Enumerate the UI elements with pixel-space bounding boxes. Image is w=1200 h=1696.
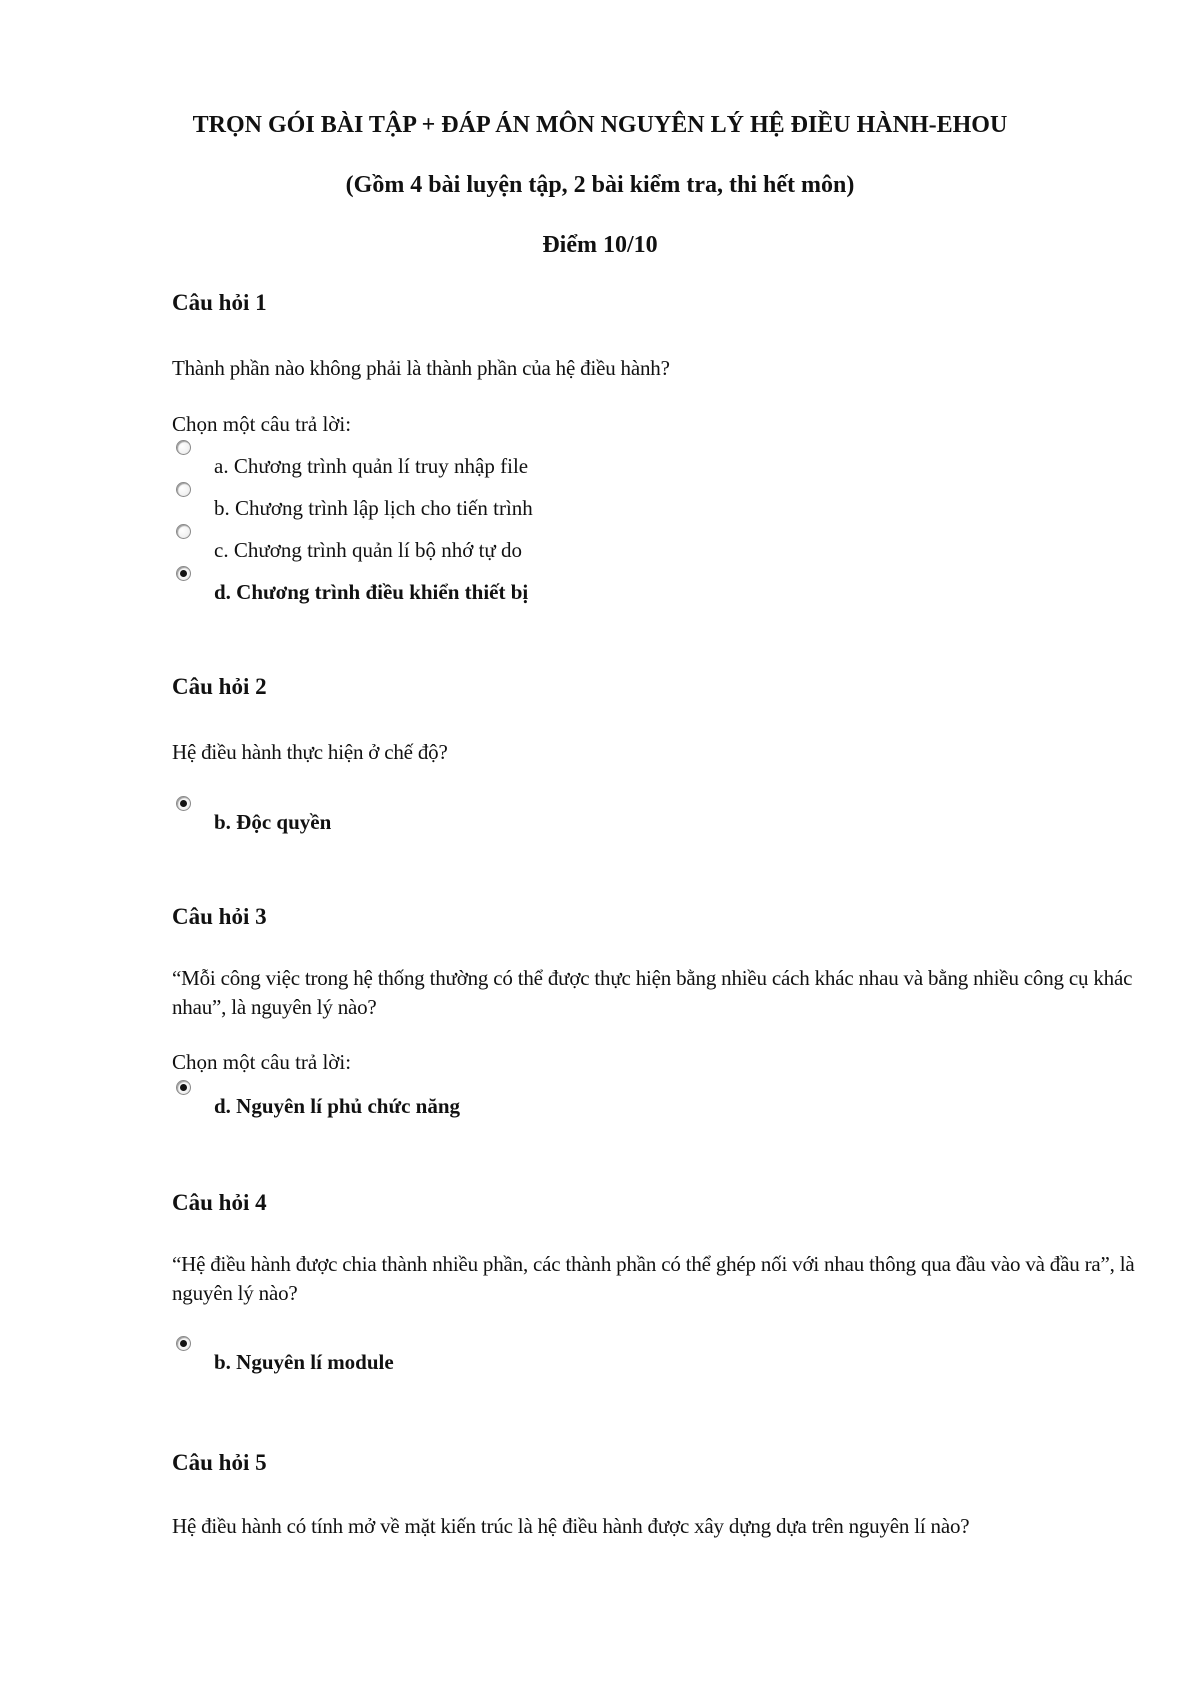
document-subtitle: (Gồm 4 bài luyện tập, 2 bài kiểm tra, thi hết môn) xyxy=(345,172,855,198)
option-label: a. Chương trình quản lí truy nhập file xyxy=(214,454,529,478)
question-1-option-b[interactable] xyxy=(172,496,972,532)
radio-unchecked-icon[interactable] xyxy=(176,482,191,497)
question-5-heading: Câu hỏi 5 xyxy=(172,1450,267,1475)
question-3-heading: Câu hỏi 3 xyxy=(172,904,267,929)
question-4-option-b[interactable] xyxy=(172,1350,972,1386)
question-1-heading: Câu hỏi 1 xyxy=(172,290,267,315)
radio-checked-icon[interactable] xyxy=(176,1336,191,1351)
radio-unchecked-icon[interactable] xyxy=(176,524,191,539)
question-1-option-c[interactable] xyxy=(172,538,972,574)
option-label: b. Nguyên lí module xyxy=(214,1350,394,1374)
question-2-heading: Câu hỏi 2 xyxy=(172,674,267,699)
question-2-option-b[interactable] xyxy=(172,810,972,846)
question-2-text: Hệ điều hành thực hiện ở chế độ? xyxy=(172,740,448,764)
option-label: d. Nguyên lí phủ chức năng xyxy=(214,1094,461,1118)
radio-checked-icon[interactable] xyxy=(176,1080,191,1095)
question-1-text: Thành phần nào không phải là thành phần của hệ điều hành? xyxy=(172,356,670,380)
question-1-option-d[interactable] xyxy=(172,580,972,616)
question-3-prompt: Chọn một câu trả lời: xyxy=(172,1050,352,1074)
question-3-option-d[interactable] xyxy=(172,1094,972,1130)
question-5-text: Hệ điều hành có tính mở về mặt kiến trúc là hệ điều hành được xây dựng dựa trên nguyên lí nào? xyxy=(172,1514,970,1538)
question-4-heading: Câu hỏi 4 xyxy=(172,1190,267,1215)
option-label: d. Chương trình điều khiển thiết bị xyxy=(214,580,529,604)
option-label: b. Chương trình lập lịch cho tiến trình xyxy=(214,496,533,520)
question-3-text: “Mỗi công việc trong hệ thống thường có thể được thực hiện bằng nhiều cách khác nhau và bằng nhiều công cụ khác nhau”, là nguyên lý nào? xyxy=(172,966,1133,1019)
question-1-option-a[interactable] xyxy=(172,454,972,490)
score-heading: Điểm 10/10 xyxy=(542,232,658,258)
radio-unchecked-icon[interactable] xyxy=(176,440,191,455)
option-label: b. Độc quyền xyxy=(214,810,332,834)
radio-checked-icon[interactable] xyxy=(176,566,191,581)
question-4-text: “Hệ điều hành được chia thành nhiều phần, các thành phần có thể ghép nối với nhau thông qua đầu vào và đầu ra”, là nguyên lý nào? xyxy=(172,1252,1135,1305)
document-title: TRỌN GÓI BÀI TẬP + ĐÁP ÁN MÔN NGUYÊN LÝ HỆ ĐIỀU HÀNH-EHOU xyxy=(192,112,1008,138)
option-label: c. Chương trình quản lí bộ nhớ tự do xyxy=(214,538,523,562)
radio-checked-icon[interactable] xyxy=(176,796,191,811)
question-1-prompt: Chọn một câu trả lời: xyxy=(172,412,352,436)
